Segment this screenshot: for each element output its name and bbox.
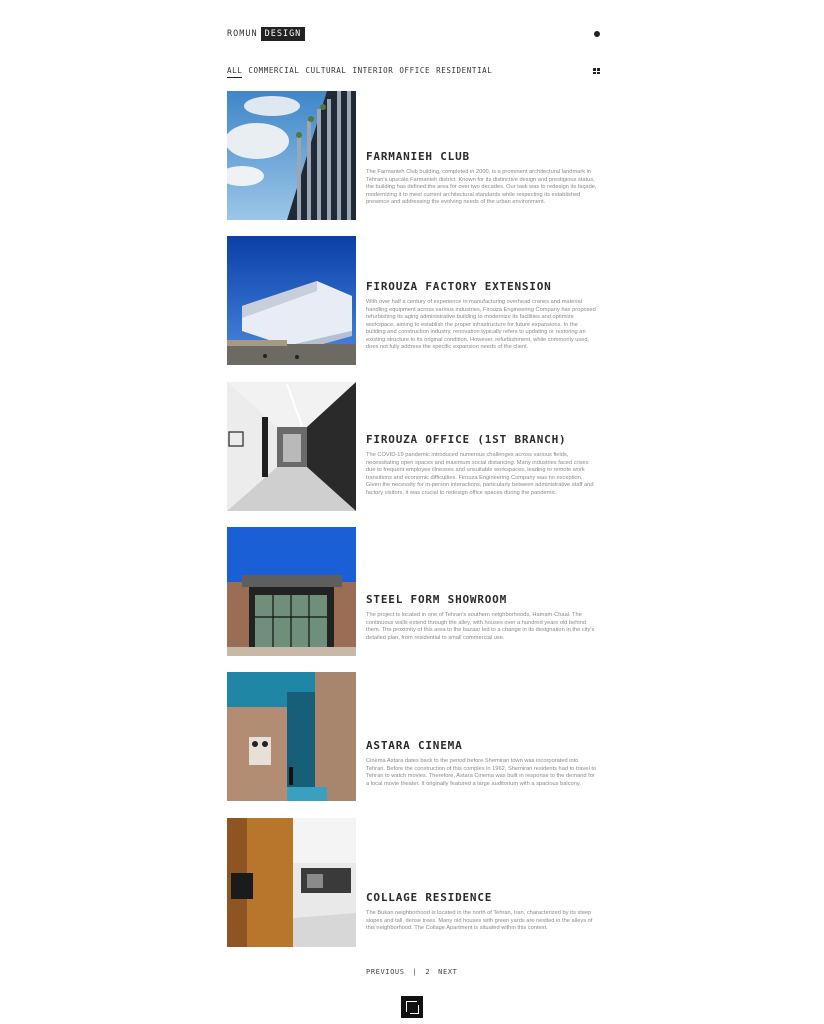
filter-office[interactable]: OFFICE: [399, 66, 431, 75]
project-card[interactable]: [227, 382, 602, 511]
project-description: The Farmanieh Club building, completed in 2000, is a prominent architectural landmark in Tehran's upscale Farmanieh district. Known for its distinctive design and prestigious status, the building has defined the area for over two decades. Our task was to redesign its façade, modernizing it to meet current architectural standards while respecting its established presence and addressing the evolving needs of the urban environment.: [366, 169, 597, 206]
filter-commercial[interactable]: COMMERCIAL: [248, 66, 300, 75]
project-description: The project is located in one of Tehran's southern neighborhoods, Hamam-Chaal. The continuous walls extend through the alley, with houses over a hundred years old behind them. The proximity of this area to the bazaar led to a change in its designation in the city's detailed plan, from residential to small commercial use.: [366, 612, 595, 641]
filter-interior[interactable]: INTERIOR: [352, 66, 394, 75]
pager-separator: |: [412, 968, 418, 976]
dot-menu-icon[interactable]: [594, 31, 600, 37]
project-card[interactable]: [227, 236, 602, 365]
category-filters: [227, 66, 498, 78]
project-title[interactable]: FARMANIEH CLUB: [366, 150, 470, 163]
project-card[interactable]: [227, 672, 602, 801]
next-link[interactable]: NEXT: [438, 968, 458, 976]
project-image[interactable]: [227, 527, 356, 656]
brand-name: ROMUN: [227, 29, 258, 39]
project-image[interactable]: [227, 818, 356, 947]
project-description: The COVID-19 pandemic introduced numerous challenges across various fields, necessitating open spaces and maximum social distancing. Many industries faced crises due to frequent employee illnesses and unsuitable workspaces, leading to remote work transitions and economic difficulties. Firouza Engineering Company was no exception. Given the necessity for in-person interactions, particularly between administrative staff and factory visitors, it was crucial to redesign office spaces during the pandemic.: [366, 452, 594, 496]
filter-cultural[interactable]: CULTURAL: [305, 66, 347, 75]
project-title[interactable]: ASTARA CINEMA: [366, 739, 463, 752]
pagination: [366, 968, 457, 976]
project-card[interactable]: [227, 527, 602, 656]
brand-logo[interactable]: [227, 27, 305, 41]
project-card[interactable]: [227, 818, 602, 947]
project-card[interactable]: [227, 91, 602, 220]
project-description: With over half a century of experience in manufacturing overhead cranes and material handling equipment across various industries, Firouza Engineering Company has proposed refurbishing its aging administrative building to modernize its facilities and optimize workspace, aiming to establish the proper infrastructure for future expansions. In the building and construction industry, renovation typically refers to updating or restoring an existing structure to its original condition. However, refurbishment, while commonly used, does not fully address the specific expansion needs of the client.: [366, 299, 596, 351]
page-number[interactable]: 2: [425, 968, 431, 976]
project-title[interactable]: FIROUZA OFFICE (1ST BRANCH): [366, 433, 567, 446]
project-image[interactable]: [227, 672, 356, 801]
brand-tag: DESIGN: [261, 27, 306, 41]
previous-link[interactable]: PREVIOUS: [366, 968, 405, 976]
grid-view-icon[interactable]: [593, 68, 599, 74]
project-image[interactable]: [227, 91, 356, 220]
filter-residential[interactable]: RESIDENTIAL: [436, 66, 493, 75]
filter-all[interactable]: ALL: [227, 66, 242, 78]
project-title[interactable]: FIROUZA FACTORY EXTENSION: [366, 280, 552, 293]
project-image[interactable]: [227, 236, 356, 365]
project-description: Cinema Astara dates back to the period before Shemiran town was incorporated into Tehran. Before the construction of this complex in 1962, Shemiran residents had to travel to Tehran to watch movies. Therefore, Astara Cinema was built in response to the demand for a local movie theater. It originally featured a large auditorium with a spacious balcony.: [366, 758, 597, 787]
logo-mark-icon[interactable]: [401, 996, 423, 1018]
project-title[interactable]: STEEL FORM SHOWROOM: [366, 593, 508, 606]
project-title[interactable]: COLLAGE RESIDENCE: [366, 891, 493, 904]
project-image[interactable]: [227, 382, 356, 511]
project-description: The Bukan neighborhood is located in the north of Tehran, Iran, characterized by its steep slopes and tall, dense trees. Many old houses with green yards are nestled in the alleys of this neighborhood. The Collage Apartment is situated within this context.: [366, 910, 593, 932]
